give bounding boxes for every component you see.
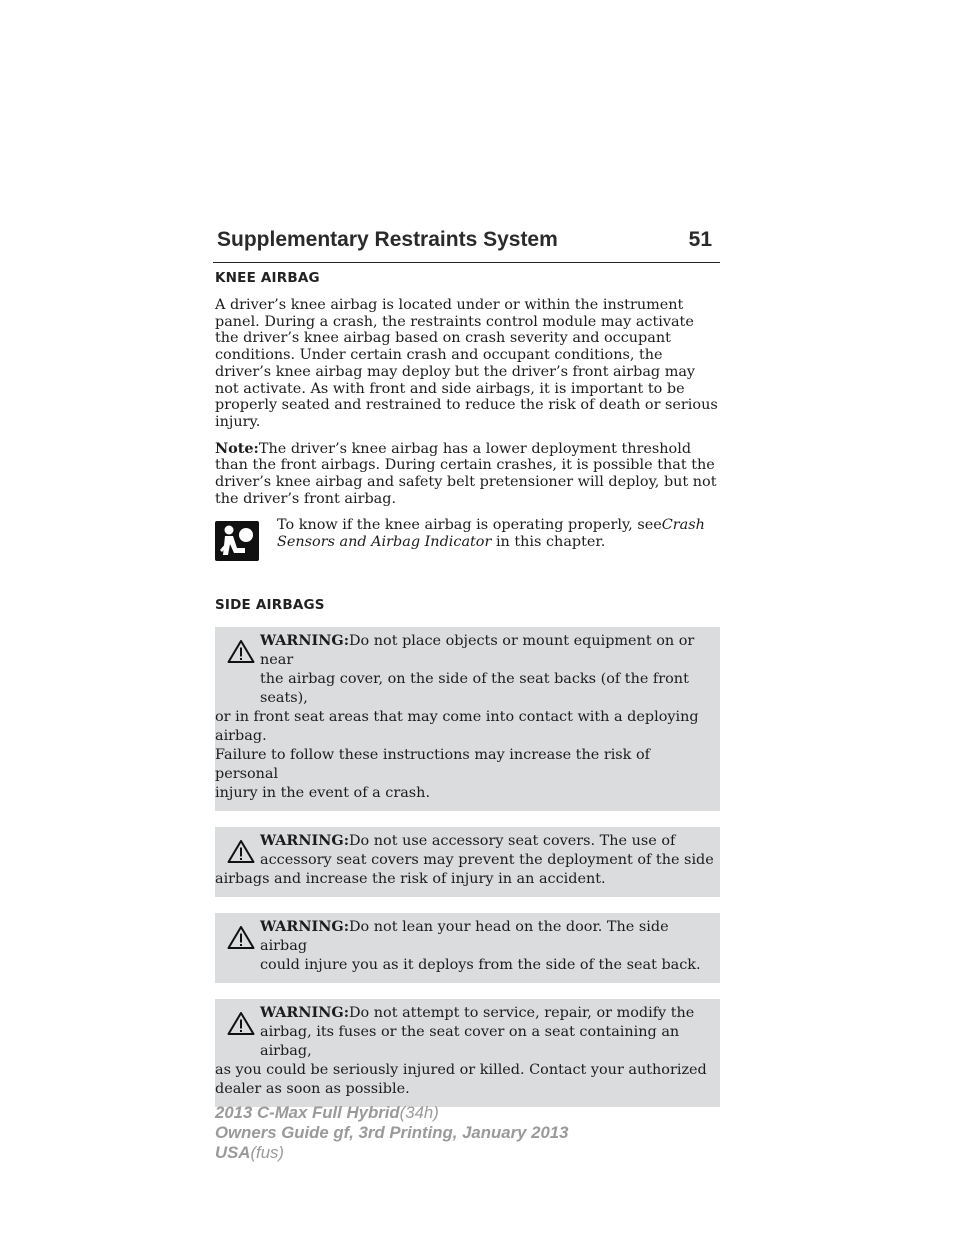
footer-line-2: Owners Guide gf, 3rd Printing, January 2013 — [215, 1123, 569, 1142]
knee-airbag-note — [215, 441, 720, 508]
reference-suffix: in this chapter. — [495, 534, 606, 551]
footer-line-3 — [215, 1143, 568, 1163]
warning-line: accessory seat covers may prevent the deployment of the side — [260, 852, 714, 869]
warning-line — [215, 917, 714, 956]
warning-line: injury in the event of a crash. — [215, 785, 431, 802]
side-airbags-heading: SIDE AIRBAGS — [215, 597, 325, 614]
warning-line: as you could be seriously injured or killed. Contact your authorized — [215, 1062, 707, 1079]
reference-prefix: To know if the knee airbag is operating properly, see — [277, 517, 662, 534]
warning-triangle-icon — [227, 839, 255, 864]
knee-airbag-paragraph: A driver’s knee airbag is located under or within the instrument panel. During a crash, the restraints control module may activate the driver’s knee airbag based on crash severity and occupant conditions. Under certain crash and occupant conditions, the driver’s knee airbag may deploy but the driver’s front airbag may not activate. As with front and side airbags, it is important to be properly seated and restrained to reduce the risk of death or serious injury. — [215, 297, 718, 430]
warning-line: Failure to follow these instructions may increase the risk of personal — [215, 747, 650, 783]
warning-text: Do not use accessory seat covers. The use of — [349, 833, 676, 850]
warning-triangle-icon — [227, 1011, 255, 1036]
note-text: The driver’s knee airbag has a lower deployment threshold than the front airbags. During certain crashes, it is possible that the driver’s knee airbag and safety belt pretensioner will deploy, but not the driver’s front airbag. — [215, 440, 717, 507]
page-header — [213, 228, 720, 263]
crash-sensors-link[interactable]: Crash Sensors and Airbag Indicator — [277, 517, 705, 551]
warning-line: airbag, its fuses or the seat cover on a seat containing an airbag, — [260, 1024, 680, 1060]
note-label: Note: — [215, 439, 259, 457]
warning-line: dealer as soon as possible. — [215, 1081, 410, 1098]
indicator-reference — [215, 517, 720, 575]
warning-line — [215, 631, 714, 670]
warning-text: Do not attempt to service, repair, or modify the — [349, 1005, 695, 1022]
warning-text: Do not place objects or mount equipment on or near — [260, 633, 695, 669]
page-content — [215, 270, 720, 1123]
warning-box — [215, 627, 720, 811]
footer-line-1 — [215, 1103, 568, 1123]
knee-airbag-heading: KNEE AIRBAG — [215, 270, 320, 286]
warning-line: or in front seat areas that may come into contact with a deploying airbag. — [215, 709, 699, 745]
footer-model: 2013 C-Max Full Hybrid — [215, 1103, 400, 1122]
warning-line — [215, 831, 714, 851]
footer-market-code: (fus) — [250, 1143, 284, 1162]
indicator-reference-text — [277, 517, 722, 550]
warning-text: Do not lean your head on the door. The side airbag — [260, 919, 669, 955]
warning-label: WARNING: — [260, 1004, 350, 1022]
airbag-indicator-icon — [215, 521, 259, 561]
warning-box — [215, 827, 720, 897]
warning-line: the airbag cover, on the side of the seat backs (of the front seats), — [260, 671, 689, 707]
warning-line: could injure you as it deploys from the side of the seat back. — [260, 957, 701, 974]
warning-label: WARNING: — [260, 632, 350, 650]
footer-code: (34h) — [399, 1103, 439, 1122]
footer-market: USA — [215, 1143, 251, 1162]
warning-box — [215, 913, 720, 983]
page-number: 51 — [688, 228, 712, 251]
warning-triangle-icon — [227, 925, 255, 950]
warning-label: WARNING: — [260, 832, 350, 850]
document-footer — [215, 1103, 568, 1163]
warning-line — [215, 1003, 714, 1023]
page-title: Supplementary Restraints System — [217, 228, 558, 251]
warning-box — [215, 999, 720, 1107]
warning-triangle-icon — [227, 639, 255, 664]
warning-label: WARNING: — [260, 918, 350, 936]
warning-line: airbags and increase the risk of injury in an accident. — [215, 871, 606, 888]
